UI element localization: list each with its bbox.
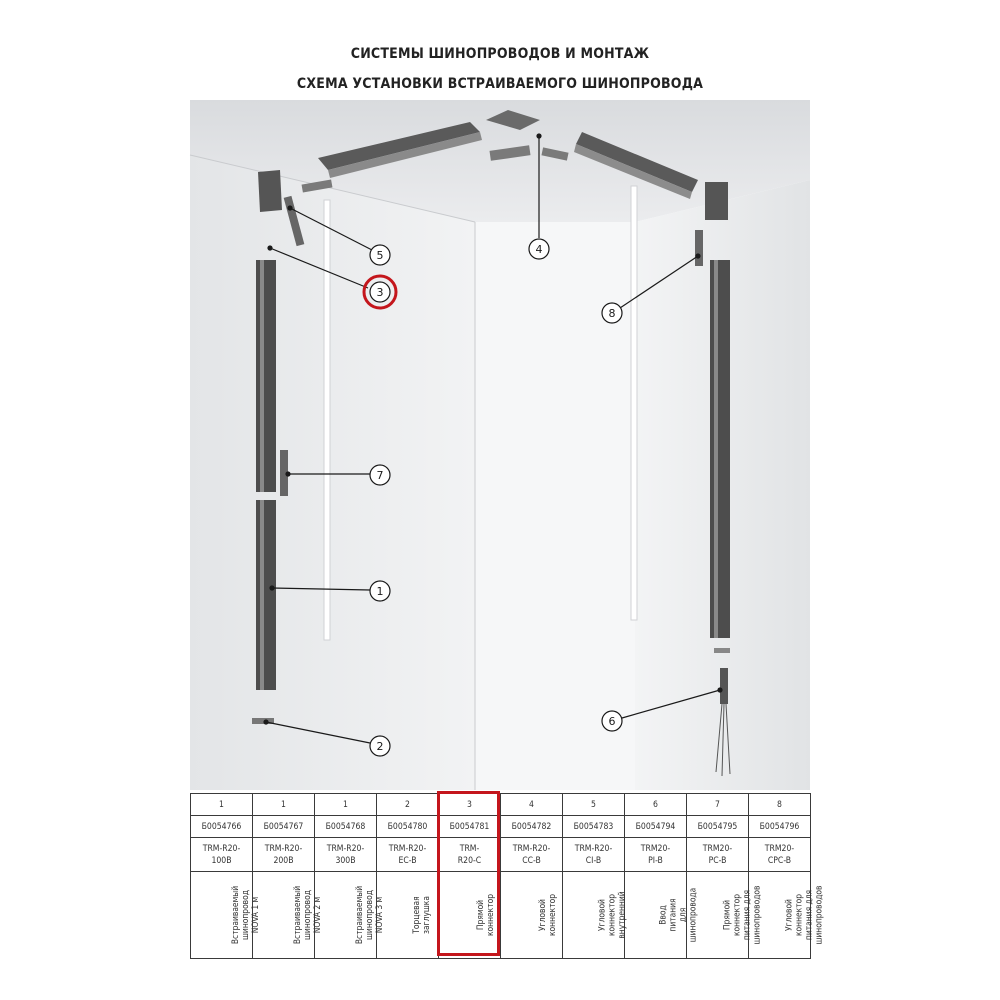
table-cell: TRM-R20- EC-B [377, 838, 439, 872]
callout-1-label: 1 [376, 585, 384, 598]
row-description [191, 872, 811, 959]
table-cell: Б0054766 [191, 816, 253, 838]
table-cell [501, 872, 563, 959]
table-cell-vertical [774, 885, 823, 944]
table-cell: TRM-R20- 100B [191, 838, 253, 872]
row-code [191, 816, 811, 838]
description-text: Прямой коннектор питания для шинопроводов [720, 885, 761, 944]
table-cell [377, 872, 439, 959]
callout-4-label: 4 [535, 243, 543, 256]
table-cell: 2 [377, 794, 439, 816]
table-cell: Б0054796 [749, 816, 811, 838]
table-cell: 8 [749, 794, 811, 816]
description-text: Встраиваемый шинопровод NOVA 3 м [353, 885, 384, 944]
callout-7-label: 7 [376, 469, 384, 482]
table-cell [625, 872, 697, 959]
description-text: Встраиваемый шинопровод NOVA 2 м [291, 885, 322, 944]
table-cell: TRM-R20- 200B [253, 838, 315, 872]
table-cell: Б0054782 [501, 816, 563, 838]
table-cell-vertical [650, 887, 697, 942]
callout-3-label: 3 [376, 286, 384, 299]
table-cell: TRM20- PC-B [687, 838, 749, 872]
table-cell: TRM-R20- CC-B [501, 838, 563, 872]
description-text: Угловой коннектор питания для шинопроводов [782, 885, 823, 944]
table-cell: TRM-R20- CI-B [563, 838, 625, 872]
table-cell: TRM20- PI-B [625, 838, 687, 872]
table-cell: TRM-R20- 300B [315, 838, 377, 872]
description-text: Торцевая заглушка [410, 895, 431, 934]
table-cell: Б0054794 [625, 816, 687, 838]
description-text: Встраиваемый шинопровод NOVA 1 м [229, 885, 260, 944]
table-cell: 7 [687, 794, 749, 816]
table-cell-vertical [216, 885, 260, 944]
spec-table [190, 793, 823, 959]
table-cell: Б0054767 [253, 816, 315, 838]
table-cell [563, 872, 625, 959]
table-cell: TRM20- CPC-B [749, 838, 811, 872]
table-cell: 3 [439, 794, 501, 816]
table-cell: 5 [563, 794, 625, 816]
table-cell-vertical [526, 893, 557, 936]
page-subtitle: СХЕМА УСТАНОВКИ ВСТРАИВАЕМОГО ШИНОПРОВОДА [296, 76, 704, 92]
table-cell: TRM- R20-C [439, 838, 501, 872]
table-cell: 1 [191, 794, 253, 816]
table-cell: 1 [315, 794, 377, 816]
table-cell: 4 [501, 794, 563, 816]
table-cell: Б0054795 [687, 816, 749, 838]
table-cell: Б0054783 [563, 816, 625, 838]
table-cell [253, 872, 322, 959]
page-title: СИСТЕМЫ ШИНОПРОВОДОВ И МОНТАЖ [350, 46, 650, 62]
callout-2-label: 2 [376, 740, 384, 753]
table-cell [191, 872, 260, 959]
callout-6-label: 6 [608, 715, 616, 728]
table-cell: 6 [625, 794, 687, 816]
table-cell [439, 872, 501, 959]
table-cell-vertical [588, 890, 627, 939]
description-text: Угловой коннектор внутренний [596, 890, 627, 939]
callout-5-label: 5 [376, 249, 384, 262]
table-cell-vertical [464, 893, 495, 936]
table-cell: 1 [253, 794, 315, 816]
table-cell [315, 872, 384, 959]
table-cell-vertical [278, 885, 322, 944]
installation-diagram [190, 100, 810, 790]
table-cell: Б0054780 [377, 816, 439, 838]
description-text: Прямой коннектор [474, 893, 495, 936]
description-text: Ввод питания для шинопровода [656, 887, 697, 942]
row-model [191, 838, 811, 872]
table-cell-vertical [402, 895, 431, 934]
callout-8-label: 8 [608, 307, 616, 320]
table-cell: Б0054781 [439, 816, 501, 838]
row-number [191, 794, 811, 816]
description-text: Угловой коннектор [536, 893, 557, 936]
table-cell-vertical [712, 885, 761, 944]
table-cell-vertical [340, 885, 384, 944]
table-cell: Б0054768 [315, 816, 377, 838]
